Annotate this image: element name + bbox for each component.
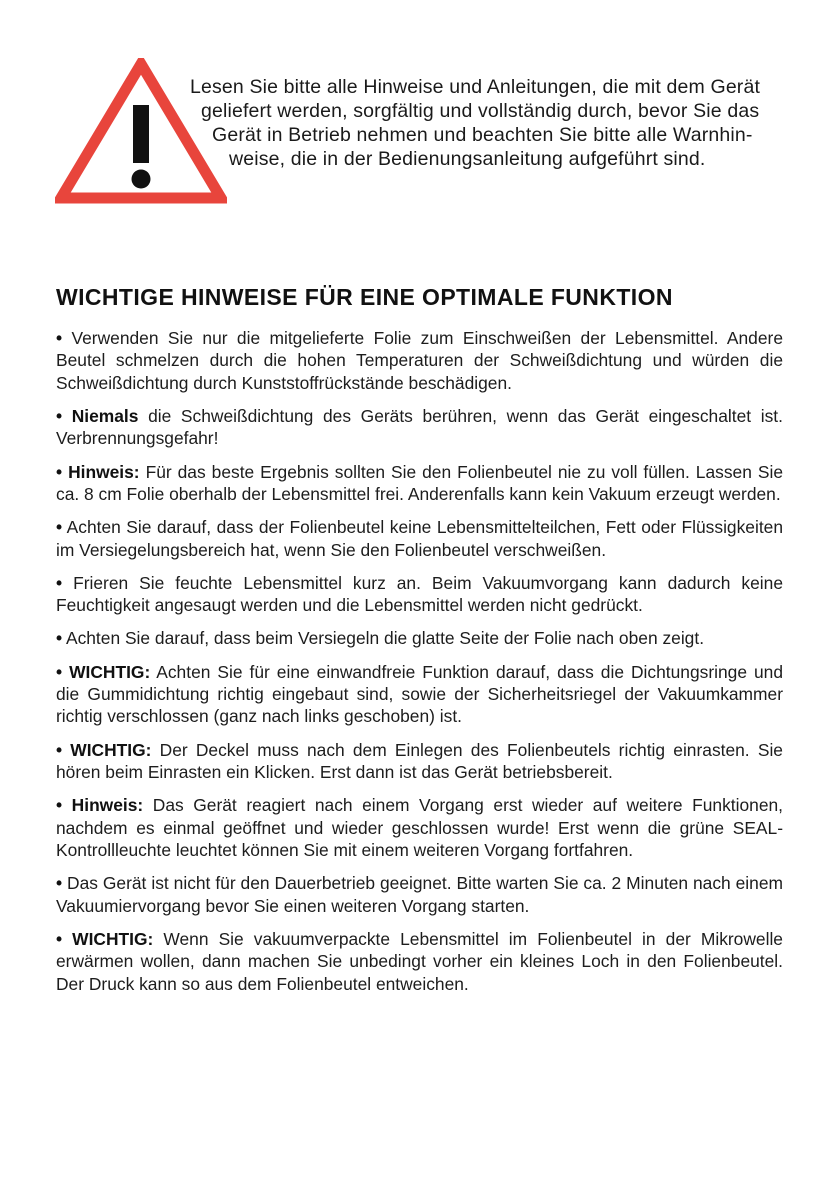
bullet: • xyxy=(56,795,63,816)
note-text: Der Deckel muss nach dem Einlegen des Folienbeutels richtig einrasten. Sie hören beim Einrasten ein Klicken. Erst dann ist das Gerät betriebsbereit. xyxy=(56,739,783,783)
note-item xyxy=(56,661,783,728)
note-item xyxy=(56,739,783,784)
note-item xyxy=(56,794,783,861)
warning-line: geliefert werden, sorgfältig und vollständig durch, bevor Sie das xyxy=(201,100,760,122)
bullet: • xyxy=(56,873,63,894)
note-item xyxy=(56,327,783,394)
note-lead: Niemals xyxy=(71,406,139,427)
note-item xyxy=(56,516,783,561)
note-item xyxy=(56,627,783,649)
note-text: Für das beste Ergebnis sollten Sie den Folienbeutel nie zu voll füllen. Lassen Sie ca. 8 cm Folie oberhalb der Lebensmittel frei. Anderenfalls kann kein Vakuum erzeugt werden. xyxy=(56,461,783,505)
warning-line: weise, die in der Bedienungsanleitung aufgeführt sind. xyxy=(229,148,706,170)
note-item xyxy=(56,405,783,450)
note-text: die Schweißdichtung des Geräts berühren, wenn das Gerät eingeschaltet ist. Verbrennungsgefahr! xyxy=(56,406,783,449)
note-item xyxy=(56,928,783,995)
note-lead: WICHTIG: xyxy=(69,661,151,682)
note-text: Verwenden Sie nur die mitgelieferte Folie zum Einschweißen der Lebensmittel. Andere Beutel schmelzen durch die hohen Temperaturen der Schweißdichtung und würden die Schweißdichtung durch Kunststoffrückstände beschädigen. xyxy=(56,328,783,393)
warning-line: Gerät in Betrieb nehmen und beachten Sie bitte alle Warnhin- xyxy=(212,124,753,146)
bullet: • xyxy=(56,328,63,348)
note-lead: Hinweis: xyxy=(68,461,140,482)
note-item xyxy=(56,572,783,617)
warning-line: Lesen Sie bitte alle Hinweise und Anleitungen, die mit dem Gerät xyxy=(190,76,761,98)
note-text: Achten Sie darauf, dass der Folienbeutel keine Lebensmittelteilchen, Fett oder Flüssigkeiten im Versiegelungsbereich hat, wenn Sie den Folienbeutel verschweißen. xyxy=(56,517,784,560)
note-text: Das Gerät reagiert nach einem Vorgang erst wieder auf weitere Funktionen, nachdem es einmal geöffnet und wieder geschlossen wurde! Erst wenn die grüne SEAL-Kontrollleuchte leuchtet können Sie mit einem weiteren Vorgang fortfahren. xyxy=(56,795,783,861)
note-text: Achten Sie darauf, dass beim Versiegeln die glatte Seite der Folie nach oben zeigt. xyxy=(65,628,705,649)
note-lead: WICHTIG: xyxy=(70,739,152,760)
bullet: • xyxy=(56,406,63,427)
note-text: Wenn Sie vakuumverpackte Lebensmittel im Folienbeutel in der Mikrowelle erwärmen wollen, dann machen Sie unbedingt vorher ein kleines Loch in den Folienbeutel. Der Druck kann so aus dem Folienbeutel entweichen. xyxy=(56,928,783,994)
notes-list xyxy=(56,327,783,1006)
bullet: • xyxy=(56,739,63,760)
exclamation-dot xyxy=(132,170,151,189)
note-text: Achten Sie für eine einwandfreie Funktion darauf, dass die Dichtungsringe und die Gummidichtung richtig eingebaut sind, sowie der Sicherheitsriegel der Vakuumkammer richtig verschlossen (ganz nach links geschoben) ist. xyxy=(56,661,783,727)
note-lead: Hinweis: xyxy=(71,795,144,816)
bullet: • xyxy=(56,517,63,538)
bullet: • xyxy=(56,928,63,949)
note-item xyxy=(56,461,783,506)
bullet: • xyxy=(56,572,63,593)
bullet: • xyxy=(56,661,63,682)
bullet: • xyxy=(56,461,63,482)
bullet: • xyxy=(56,628,63,649)
warning-block xyxy=(0,0,839,220)
section-title: WICHTIGE HINWEISE FÜR EINE OPTIMALE FUNKTION xyxy=(56,284,673,310)
note-text: Das Gerät ist nicht für den Dauerbetrieb geeignet. Bitte warten Sie ca. 2 Minuten nach einem Vakuumiervorgang bevor Sie einen weiteren Vorgang starten. xyxy=(56,873,783,916)
note-item xyxy=(56,872,783,917)
note-lead: WICHTIG: xyxy=(72,928,154,949)
note-text: Frieren Sie feuchte Lebensmittel kurz an. Beim Vakuumvorgang kann dadurch keine Feuchtigkeit angesaugt werden und die Lebensmittel werden nicht gedrückt. xyxy=(56,572,783,616)
exclamation-bar xyxy=(133,105,149,163)
